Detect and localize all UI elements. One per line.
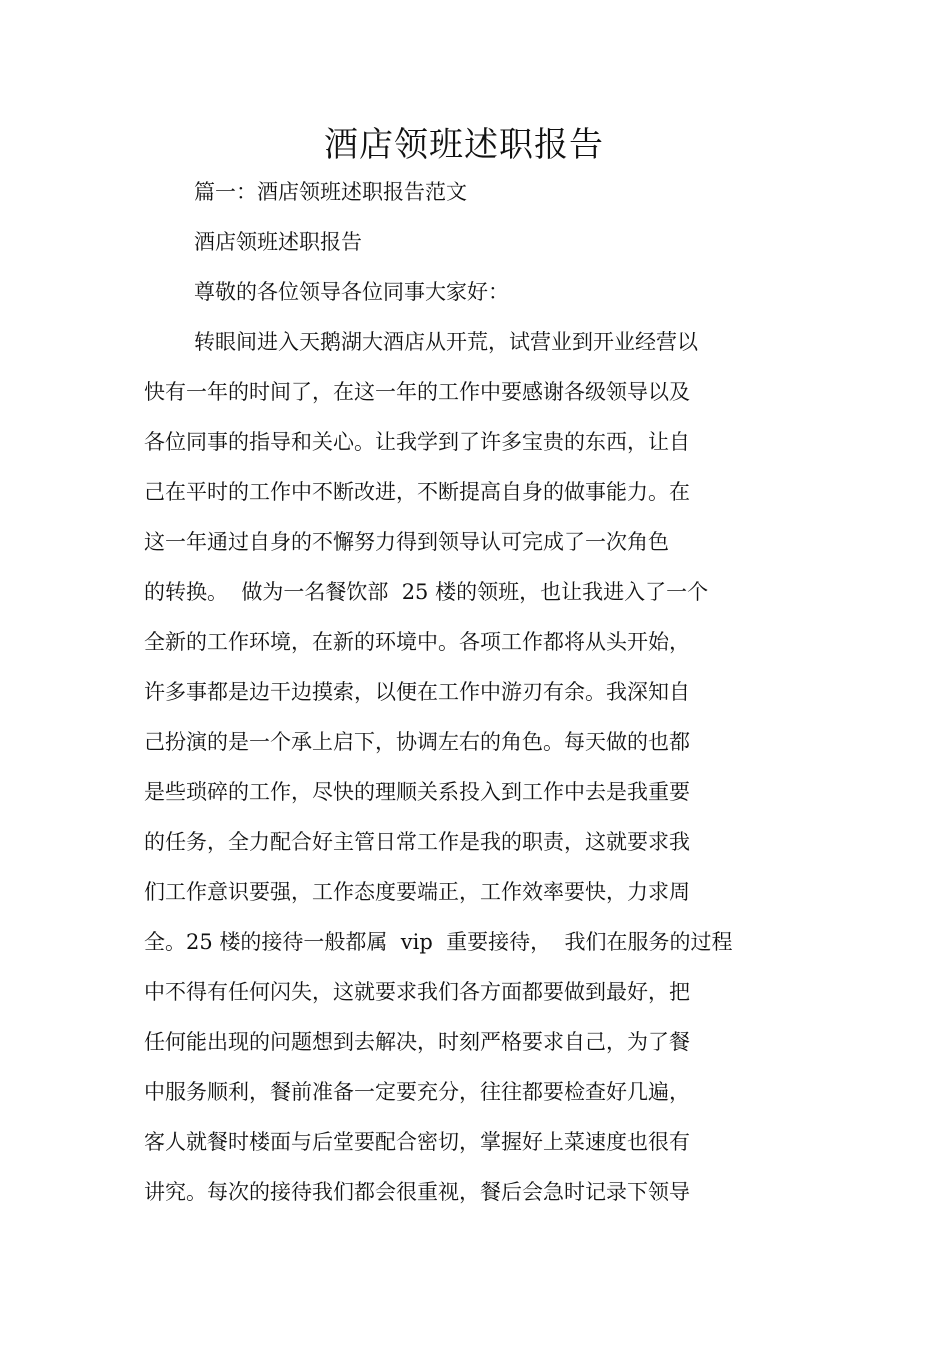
paragraph-line: 己在平时的工作中不断改进，不断提高自身的做事能力。在 [144, 480, 690, 504]
paragraph-line: 转眼间进入天鹅湖大酒店从开荒，试营业到开业经营以 [194, 330, 698, 354]
paragraph-line: 篇一：酒店领班述职报告范文 [194, 180, 467, 204]
paragraph-line: 中服务顺利，餐前准备一定要充分，往往都要检查好几遍， [144, 1080, 690, 1104]
paragraph-line: 们工作意识要强，工作态度要端正，工作效率要快，力求周 [144, 880, 690, 904]
paragraph-line: 中不得有任何闪失，这就要求我们各方面都要做到最好，把 [144, 980, 690, 1004]
paragraph-line: 全。25 楼的接待一般都属 vip 重要接待， 我们在服务的过程 [144, 930, 733, 954]
paragraph-line: 快有一年的时间了，在这一年的工作中要感谢各级领导以及 [144, 380, 690, 404]
paragraph-line: 的转换。 做为一名餐饮部 25 楼的领班，也让我进入了一个 [144, 580, 709, 604]
paragraph-line: 是些琐碎的工作，尽快的理顺关系投入到工作中去是我重要 [144, 780, 690, 804]
paragraph-line: 许多事都是边干边摸索，以便在工作中游刃有余。我深知自 [144, 680, 690, 704]
paragraph-line: 酒店领班述职报告 [194, 230, 362, 254]
paragraph-line: 各位同事的指导和关心。让我学到了许多宝贵的东西，让自 [144, 430, 690, 454]
paragraph-line: 全新的工作环境，在新的环境中。各项工作都将从头开始， [144, 630, 690, 654]
document-title: 酒店领班述职报告 [324, 125, 604, 165]
paragraph-line: 任何能出现的问题想到去解决，时刻严格要求自己，为了餐 [144, 1030, 690, 1054]
paragraph-line: 这一年通过自身的不懈努力得到领导认可完成了一次角色 [144, 530, 669, 554]
paragraph-line: 客人就餐时楼面与后堂要配合密切，掌握好上菜速度也很有 [144, 1130, 690, 1154]
paragraph-line: 讲究。每次的接待我们都会很重视，餐后会急时记录下领导 [144, 1180, 690, 1204]
paragraph-line: 尊敬的各位领导各位同事大家好： [194, 280, 509, 304]
paragraph-line: 的任务，全力配合好主管日常工作是我的职责，这就要求我 [144, 830, 690, 854]
paragraph-line: 己扮演的是一个承上启下，协调左右的角色。每天做的也都 [144, 730, 690, 754]
